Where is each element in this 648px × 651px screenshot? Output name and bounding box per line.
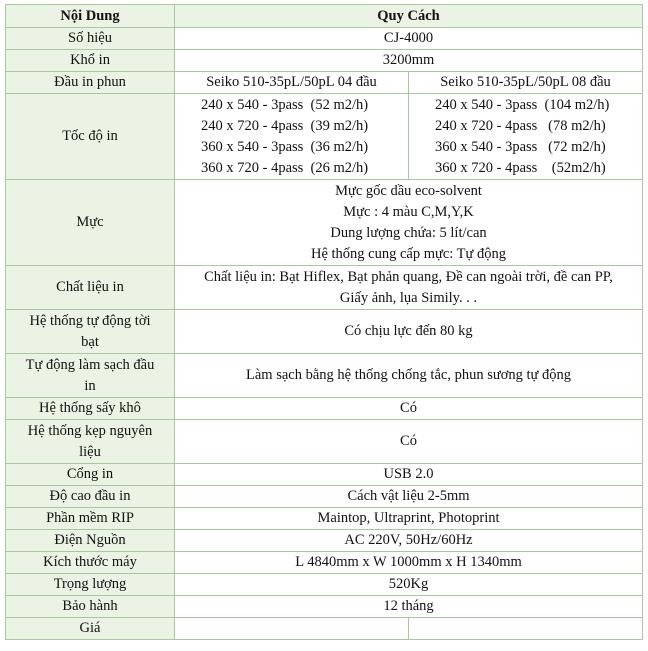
speed-line: 360 x 540 - 3pass (36 m2/h)	[201, 138, 369, 155]
label-dryer: Hệ thống sấy khô	[6, 398, 175, 420]
value-ink	[175, 180, 643, 266]
winder-label-line: bạt	[81, 333, 99, 350]
ink-line: Dung lượng chứa: 5 lít/can	[330, 224, 487, 241]
value-warranty: 12 tháng	[175, 596, 643, 618]
speed-line: 240 x 540 - 3pass (104 m2/h)	[435, 96, 610, 113]
value-printhead-8: Seiko 510-35pL/50pL 08 đầu	[409, 72, 643, 94]
row-speed	[6, 94, 643, 180]
label-width: Khổ in	[6, 50, 175, 72]
value-power: AC 220V, 50Hz/60Hz	[175, 530, 643, 552]
row-size	[6, 552, 643, 574]
value-winder: Có chịu lực đến 80 kg	[175, 310, 643, 354]
label-power: Điện Nguồn	[6, 530, 175, 552]
value-printhead-4: Seiko 510-35pL/50pL 04 đầu	[175, 72, 409, 94]
speed-line: 360 x 720 - 4pass (52m2/h)	[435, 159, 606, 176]
label-height: Độ cao đầu in	[6, 486, 175, 508]
row-rip	[6, 508, 643, 530]
row-printhead	[6, 72, 643, 94]
row-ink	[6, 180, 643, 266]
row-cleaning	[6, 354, 643, 398]
header-spec: Quy Cách	[175, 5, 643, 28]
row-winder	[6, 310, 643, 354]
ink-line: Hệ thống cung cấp mực: Tự động	[310, 245, 507, 262]
label-printhead: Đầu in phun	[6, 72, 175, 94]
label-warranty: Bảo hành	[6, 596, 175, 618]
label-weight: Trọng lượng	[6, 574, 175, 596]
value-speed-8	[409, 94, 643, 180]
value-price-4	[175, 618, 409, 640]
value-height: Cách vật liệu 2-5mm	[175, 486, 643, 508]
header-row	[6, 5, 643, 28]
cleaning-label-line: in	[84, 377, 96, 394]
value-clamp: Có	[175, 420, 643, 464]
label-size: Kích thước máy	[6, 552, 175, 574]
material-line: Chất liệu in: Bạt Hiflex, Bạt phản quang, Đề can ngoài trời, đề can PP,	[204, 268, 613, 285]
row-port	[6, 464, 643, 486]
label-rip: Phần mềm RIP	[6, 508, 175, 530]
label-port: Cổng in	[6, 464, 175, 486]
row-model	[6, 28, 643, 50]
header-content: Nội Dung	[6, 5, 175, 28]
speed-line: 360 x 720 - 4pass (26 m2/h)	[201, 159, 369, 176]
label-clamp	[6, 420, 175, 464]
row-price	[6, 618, 643, 640]
label-ink: Mực	[6, 180, 175, 266]
value-size: L 4840mm x W 1000mm x H 1340mm	[175, 552, 643, 574]
value-material	[175, 266, 643, 310]
row-height	[6, 486, 643, 508]
value-rip: Maintop, Ultraprint, Photoprint	[175, 508, 643, 530]
row-dryer	[6, 398, 643, 420]
row-warranty	[6, 596, 643, 618]
value-port: USB 2.0	[175, 464, 643, 486]
row-width	[6, 50, 643, 72]
ink-line: Mực gốc dầu eco-solvent	[335, 182, 482, 199]
label-winder	[6, 310, 175, 354]
cleaning-label-line: Tự động làm sạch đầu	[25, 356, 155, 373]
label-cleaning	[6, 354, 175, 398]
row-material	[6, 266, 643, 310]
row-power	[6, 530, 643, 552]
label-model: Số hiệu	[6, 28, 175, 50]
spec-table	[5, 4, 643, 640]
speed-line: 240 x 720 - 4pass (78 m2/h)	[435, 117, 606, 134]
row-weight	[6, 574, 643, 596]
value-width: 3200mm	[175, 50, 643, 72]
value-price-8	[409, 618, 643, 640]
ink-line: Mực : 4 màu C,M,Y,K	[343, 203, 474, 220]
value-weight: 520Kg	[175, 574, 643, 596]
value-speed-4	[175, 94, 409, 180]
clamp-label-line: liệu	[79, 443, 101, 460]
value-cleaning: Làm sạch bằng hệ thống chống tắc, phun sương tự động	[175, 354, 643, 398]
clamp-label-line: Hệ thống kẹp nguyên	[27, 422, 153, 439]
label-price: Giá	[6, 618, 175, 640]
speed-line: 360 x 540 - 3pass (72 m2/h)	[435, 138, 606, 155]
speed-line: 240 x 720 - 4pass (39 m2/h)	[201, 117, 369, 134]
row-clamp	[6, 420, 643, 464]
label-material: Chất liệu in	[6, 266, 175, 310]
speed-line: 240 x 540 - 3pass (52 m2/h)	[201, 96, 369, 113]
value-model: CJ-4000	[175, 28, 643, 50]
label-speed: Tốc độ in	[6, 94, 175, 180]
value-dryer: Có	[175, 398, 643, 420]
material-line: Giấy ảnh, lụa Simily. . .	[339, 289, 478, 306]
winder-label-line: Hệ thống tự động tời	[29, 312, 151, 329]
